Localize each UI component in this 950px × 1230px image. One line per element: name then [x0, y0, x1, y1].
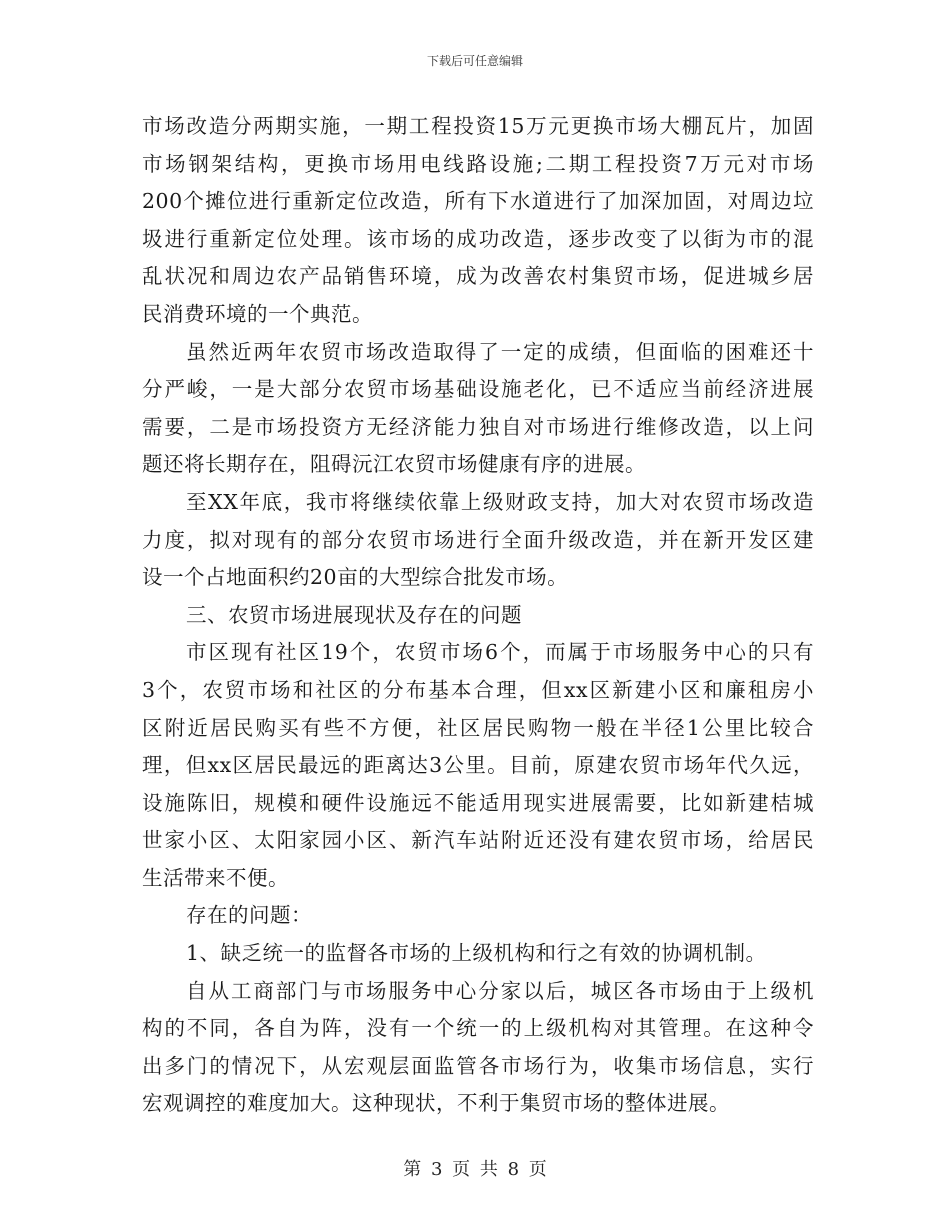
text-line: 市场改造分两期实施，一期工程投资15万元更换市场大棚瓦片，加固 [142, 114, 814, 138]
text-line: 虽然近两年农贸市场改造取得了一定的成绩，但面临的困难还十 [186, 339, 814, 364]
paragraph [142, 634, 814, 897]
text-line: 圾进行重新定位处理。该市场的成功改造，逐步改变了以街为市的混 [142, 226, 814, 251]
text-line: 题还将长期存在，阻碍沅江农贸市场健康有序的进展。 [142, 452, 646, 477]
text-line: 自从工商部门与市场服务中心分家以后，城区各市场由于上级机 [186, 978, 814, 1003]
text-line: 乱状况和周边农产品销售环境，成为改善农村集贸市场，促进城乡居 [142, 264, 814, 289]
paragraph [142, 597, 814, 635]
text-line: 宏观调控的难度加大。这种现状，不利于集贸市场的整体进展。 [142, 1091, 730, 1116]
paragraph [142, 108, 814, 334]
page-footer: 第 3 页 共 8 页 [403, 1159, 547, 1180]
paragraph [142, 484, 814, 597]
text-line: 出多门的情况下，从宏观层面监管各市场行为，收集市场信息，实行 [142, 1053, 814, 1078]
text-line: 1、缺乏统一的监督各市场的上级机构和行之有效的协调机制。 [186, 941, 767, 966]
paragraph [142, 973, 814, 1123]
text-line: 民消费环境的一个典范。 [142, 301, 373, 326]
text-line: 理，但xx区居民最远的距离达3公里。目前，原建农贸市场年代久远， [142, 753, 814, 778]
paragraph [142, 897, 814, 935]
text-line: 分严峻，一是大部分农贸市场基础设施老化，已不适应当前经济进展 [142, 377, 814, 402]
page-header: 下载后可任意编辑 [426, 54, 523, 68]
text-line: 至XX年底，我市将继续依靠上级财政支持，加大对农贸市场改造 [186, 489, 814, 514]
text-line: 需要，二是市场投资方无经济能力独自对市场进行维修改造，以上问 [142, 414, 814, 439]
text-line: 3个，农贸市场和社区的分布基本合理，但xx区新建小区和廉租房小 [142, 677, 814, 702]
text-line: 三、农贸市场进展现状及存在的问题 [186, 602, 522, 627]
text-line: 设一个占地面积约20亩的大型综合批发市场。 [142, 565, 569, 590]
paragraph [142, 334, 814, 484]
text-line: 市场钢架结构，更换市场用电线路设施;二期工程投资7万元对市场 [142, 151, 814, 176]
text-line: 200个摊位进行重新定位改造，所有下水道进行了加深加固，对周边垃 [142, 189, 814, 214]
text-line: 生活带来不便。 [142, 865, 289, 890]
text-line: 构的不同，各自为阵，没有一个统一的上级机构对其管理。在这种令 [142, 1016, 814, 1041]
paragraph [142, 935, 814, 973]
document-body [142, 108, 814, 1123]
text-line: 设施陈旧，规模和硬件设施远不能适用现实进展需要，比如新建桔城 [142, 790, 814, 815]
text-line: 市区现有社区19个，农贸市场6个，而属于市场服务中心的只有 [186, 640, 814, 665]
text-line: 区附近居民购买有些不方便，社区居民购物一般在半径1公里比较合 [142, 715, 814, 740]
text-line: 世家小区、太阳家园小区、新汽车站附近还没有建农贸市场，给居民 [142, 828, 814, 853]
text-line: 存在的问题： [186, 903, 312, 928]
text-line: 力度，拟对现有的部分农贸市场进行全面升级改造，并在新开发区建 [142, 527, 814, 552]
